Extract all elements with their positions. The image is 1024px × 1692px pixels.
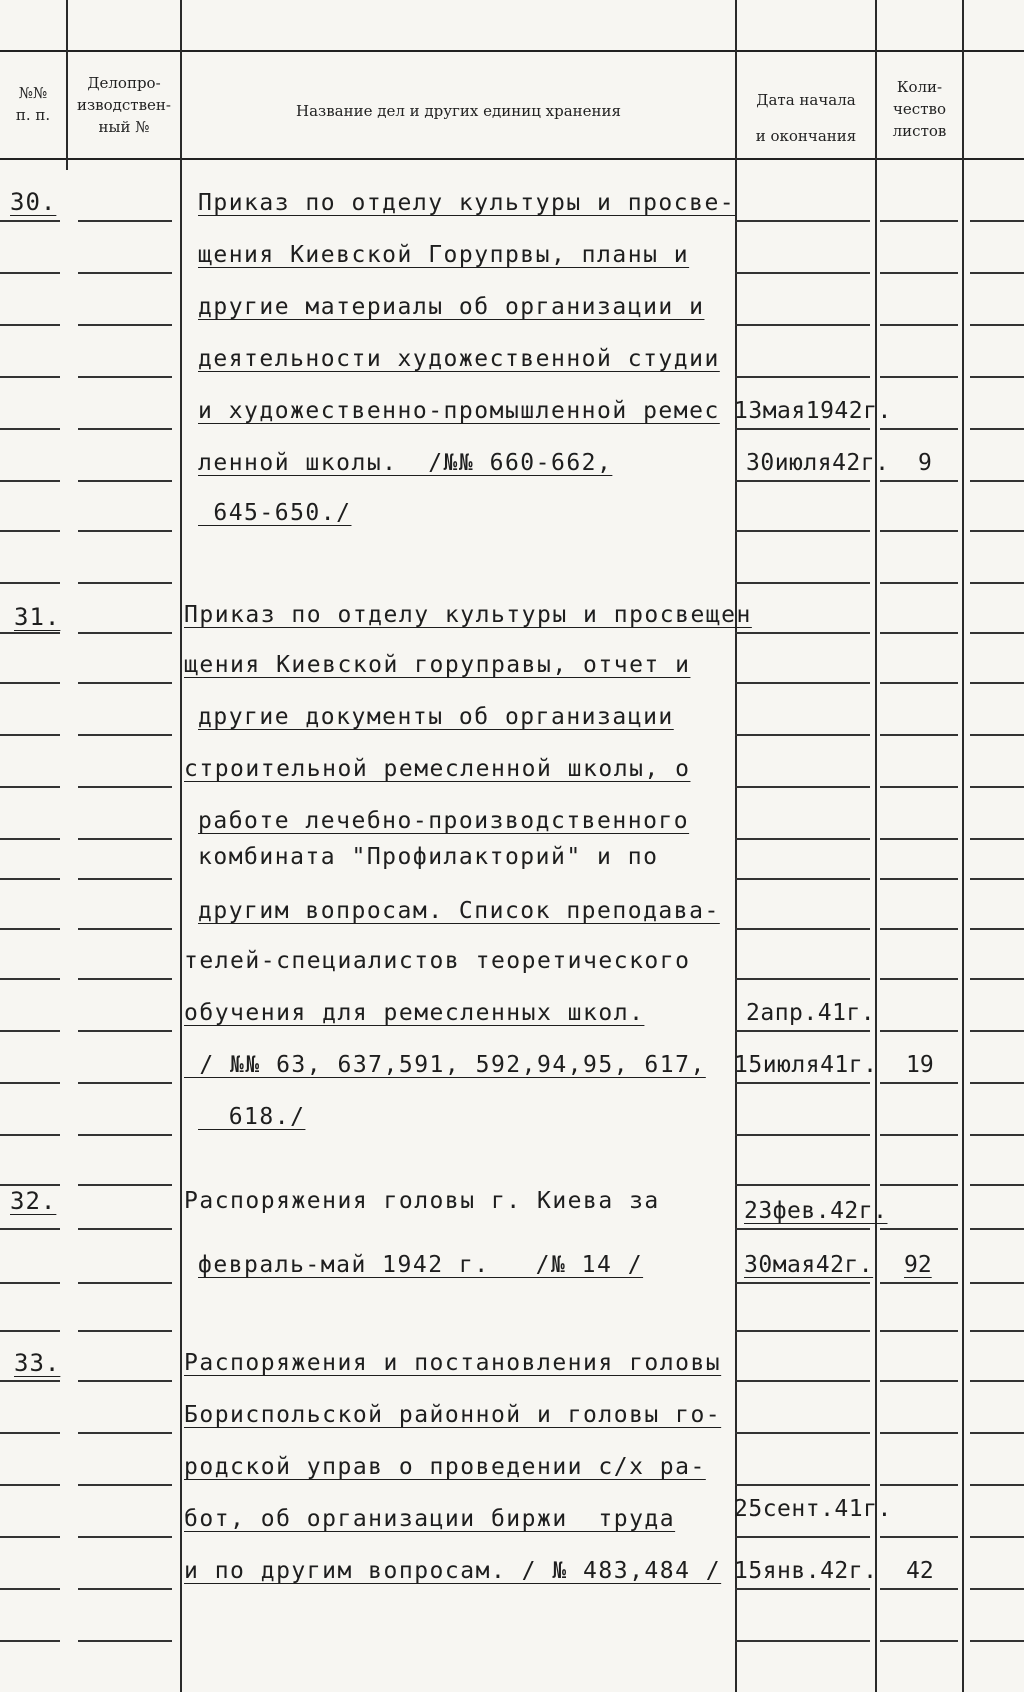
- ruled-line: [970, 1484, 1024, 1486]
- ruled-line: [78, 878, 172, 880]
- ruled-line: [0, 1588, 60, 1590]
- ruled-line: [735, 1030, 870, 1032]
- ruled-line: [970, 582, 1024, 584]
- ruled-line: [78, 428, 172, 430]
- ruled-line: [78, 682, 172, 684]
- ruled-line: [970, 1082, 1024, 1084]
- ruled-line: [970, 1380, 1024, 1382]
- ruled-line: [880, 272, 958, 274]
- ruled-line: [735, 324, 870, 326]
- entry-title-line: комбината "Профилакторий" и по: [198, 844, 659, 870]
- ruled-line: [0, 1432, 60, 1434]
- ruled-line: [880, 1640, 958, 1642]
- ruled-line: [735, 1380, 870, 1382]
- ruled-line: [78, 272, 172, 274]
- ruled-line: [880, 1588, 958, 1590]
- entry-title-line: Распоряжения и постановления головы: [184, 1350, 722, 1376]
- ruled-line: [78, 1432, 172, 1434]
- entry-sheet-count: 19: [906, 1052, 934, 1078]
- header-col-office-number: Делопро- изводствен- ный №: [77, 74, 171, 136]
- entry-title-line: Распоряжения головы г. Киева за: [184, 1188, 660, 1214]
- ruled-line: [735, 632, 870, 634]
- ruled-line: [0, 1484, 60, 1486]
- entry-date-end: 15июля41г.: [734, 1052, 878, 1078]
- entry-number: 33.: [14, 1349, 61, 1377]
- ruled-line: [880, 1030, 958, 1032]
- ruled-line: [0, 632, 60, 634]
- entry-date-end: 15янв.42г.: [734, 1558, 878, 1584]
- ruled-line: [735, 220, 870, 222]
- entry-number: 30.: [10, 188, 57, 216]
- entry-title-line: Приказ по отделу культуры и просвещен: [184, 602, 752, 628]
- ruled-line: [78, 1282, 172, 1284]
- ruled-line: [78, 1484, 172, 1486]
- entry-date-start: 2апр.41г.: [746, 1000, 876, 1026]
- entry-title-line: 618./: [198, 1104, 306, 1130]
- ruled-line: [78, 1330, 172, 1332]
- ruled-line: [0, 1082, 60, 1084]
- ruled-line: [0, 1380, 60, 1382]
- entry-title-line: другие документы об организации: [198, 704, 674, 730]
- ruled-line: [735, 1432, 870, 1434]
- entry-title-line: ленной школы. /№№ 660-662,: [198, 450, 613, 476]
- ruled-line: [880, 734, 958, 736]
- ruled-line: [970, 1640, 1024, 1642]
- ruled-line: [970, 1184, 1024, 1186]
- entry-date-end: 30мая42г.: [744, 1252, 874, 1278]
- ruled-line: [880, 632, 958, 634]
- ruled-line: [735, 734, 870, 736]
- ruled-line: [880, 1134, 958, 1136]
- ruled-line: [735, 1228, 870, 1230]
- ruled-line: [0, 878, 60, 880]
- ruled-line: [880, 1484, 958, 1486]
- entry-title-line: другие материалы об организации и: [198, 294, 705, 320]
- ruled-line: [970, 632, 1024, 634]
- header-col-sheets: Коли- чество листов: [892, 78, 947, 140]
- ruled-line: [0, 978, 60, 980]
- ruled-line: [880, 1536, 958, 1538]
- entry-title-line: телей-специалистов теоретического: [184, 948, 691, 974]
- entry-title-line: / №№ 63, 637,591, 592,94,95, 617,: [184, 1052, 706, 1078]
- ruled-line: [970, 838, 1024, 840]
- ruled-line: [0, 530, 60, 532]
- ruled-line: [78, 376, 172, 378]
- ruled-line: [0, 1640, 60, 1642]
- ruled-line: [880, 1432, 958, 1434]
- ruled-line: [0, 928, 60, 930]
- ruled-line: [880, 928, 958, 930]
- entry-title-line: щения Киевской горуправы, отчет и: [184, 652, 691, 678]
- header-col-number: №№ п. п.: [15, 84, 51, 124]
- ruled-line: [735, 928, 870, 930]
- ruled-line: [78, 1640, 172, 1642]
- ruled-line: [0, 682, 60, 684]
- ruled-line: [880, 530, 958, 532]
- ruled-line: [78, 928, 172, 930]
- column-rule-5: [962, 0, 964, 1692]
- ruled-line: [0, 1228, 60, 1230]
- ruled-line: [880, 786, 958, 788]
- ruled-line: [0, 838, 60, 840]
- entry-sheet-count: 42: [906, 1558, 934, 1584]
- ruled-line: [735, 1134, 870, 1136]
- ruled-line: [735, 582, 870, 584]
- entry-number: 32.: [10, 1187, 57, 1215]
- entry-date-start: 13мая1942г.: [734, 398, 892, 424]
- ruled-line: [970, 428, 1024, 430]
- ruled-line: [735, 428, 870, 430]
- column-rule-2: [180, 0, 182, 1692]
- header-col-title: Название дел и других единиц хранения: [295, 102, 621, 120]
- ruled-line: [970, 220, 1024, 222]
- header-bottom-rule: [0, 158, 1024, 160]
- ruled-line: [78, 1380, 172, 1382]
- ruled-line: [78, 1228, 172, 1230]
- entry-title-line: строительной ремесленной школы, о: [184, 756, 691, 782]
- ruled-line: [880, 1228, 958, 1230]
- ruled-line: [970, 1432, 1024, 1434]
- entry-title-line: щения Киевской Горупрвы, планы и: [198, 242, 690, 268]
- ruled-line: [0, 582, 60, 584]
- ruled-line: [880, 1082, 958, 1084]
- entry-date-start: 25сент.41г.: [734, 1496, 892, 1522]
- entry-title-line: февраль-май 1942 г. /№ 14 /: [198, 1252, 644, 1278]
- header-top-rule: [0, 50, 1024, 52]
- ruled-line: [735, 1588, 870, 1590]
- ruled-line: [0, 786, 60, 788]
- entry-title-line: родской управ о проведении с/х ра-: [184, 1454, 706, 1480]
- entry-title-line: другим вопросам. Список преподава-: [198, 898, 720, 924]
- ruled-line: [970, 1536, 1024, 1538]
- ruled-line: [735, 1330, 870, 1332]
- ruled-line: [970, 978, 1024, 980]
- ruled-line: [78, 1134, 172, 1136]
- ruled-line: [735, 838, 870, 840]
- entry-date-start: 23фев.42г.: [744, 1198, 888, 1224]
- ruled-line: [970, 682, 1024, 684]
- ruled-line: [735, 978, 870, 980]
- ruled-line: [78, 582, 172, 584]
- ruled-line: [880, 1330, 958, 1332]
- ruled-line: [970, 1330, 1024, 1332]
- ruled-line: [970, 1134, 1024, 1136]
- ruled-line: [970, 1030, 1024, 1032]
- entry-title-line: и художественно-промышленной ремес: [198, 398, 720, 424]
- ruled-line: [880, 682, 958, 684]
- ruled-line: [735, 1640, 870, 1642]
- ruled-line: [735, 480, 870, 482]
- ruled-line: [970, 324, 1024, 326]
- ruled-line: [0, 1330, 60, 1332]
- column-rule-4: [875, 0, 877, 1692]
- ruled-line: [0, 1030, 60, 1032]
- ruled-line: [0, 1184, 60, 1186]
- ruled-line: [735, 1536, 870, 1538]
- ruled-line: [880, 1282, 958, 1284]
- entry-sheet-count: 92: [904, 1252, 932, 1278]
- ruled-line: [970, 734, 1024, 736]
- ruled-line: [970, 878, 1024, 880]
- ruled-line: [78, 632, 172, 634]
- entry-title-line: и по другим вопросам. / № 483,484 /: [184, 1558, 722, 1584]
- ruled-line: [0, 734, 60, 736]
- header-col-dates: Дата начала и окончания: [755, 91, 857, 145]
- ruled-line: [735, 682, 870, 684]
- ruled-line: [880, 480, 958, 482]
- ruled-line: [970, 928, 1024, 930]
- ruled-line: [735, 1082, 870, 1084]
- ruled-line: [880, 1184, 958, 1186]
- ruled-line: [735, 1484, 870, 1486]
- ruled-line: [78, 978, 172, 980]
- ruled-line: [0, 1134, 60, 1136]
- entry-title-line: бот, об организации биржи труда: [184, 1506, 676, 1532]
- ruled-line: [880, 582, 958, 584]
- ruled-line: [78, 1030, 172, 1032]
- ruled-line: [78, 220, 172, 222]
- entry-title-line: обучения для ремесленных школ.: [184, 1000, 645, 1026]
- ruled-line: [880, 324, 958, 326]
- ruled-line: [735, 530, 870, 532]
- ruled-line: [735, 1282, 870, 1284]
- ruled-line: [78, 530, 172, 532]
- ruled-line: [0, 1536, 60, 1538]
- ruled-line: [78, 480, 172, 482]
- ruled-line: [735, 1184, 870, 1186]
- ruled-line: [970, 480, 1024, 482]
- ruled-line: [880, 878, 958, 880]
- ruled-line: [880, 220, 958, 222]
- ruled-line: [970, 786, 1024, 788]
- ruled-line: [880, 1380, 958, 1382]
- ruled-line: [78, 1082, 172, 1084]
- ruled-line: [970, 1588, 1024, 1590]
- entry-sheet-count: 9: [918, 450, 932, 476]
- ruled-line: [970, 1282, 1024, 1284]
- ruled-line: [735, 272, 870, 274]
- ruled-line: [880, 376, 958, 378]
- ruled-line: [0, 220, 60, 222]
- ruled-line: [0, 480, 60, 482]
- ruled-line: [0, 428, 60, 430]
- ruled-line: [880, 428, 958, 430]
- ruled-line: [78, 1588, 172, 1590]
- ruled-line: [78, 1184, 172, 1186]
- ruled-line: [78, 1536, 172, 1538]
- entry-title-line: Приказ по отделу культуры и просве-: [198, 190, 736, 216]
- entry-title-line: Бориспольской районной и головы го-: [184, 1402, 722, 1428]
- ruled-line: [78, 324, 172, 326]
- ruled-line: [0, 376, 60, 378]
- ruled-line: [78, 838, 172, 840]
- ruled-line: [735, 376, 870, 378]
- column-rule-3: [735, 0, 737, 1692]
- entry-title-line: работе лечебно-производственного: [198, 808, 690, 834]
- ruled-line: [0, 324, 60, 326]
- ruled-line: [970, 376, 1024, 378]
- entry-title-line: 645-650./: [198, 500, 352, 526]
- ruled-line: [970, 1228, 1024, 1230]
- ruled-line: [78, 734, 172, 736]
- ruled-line: [0, 1282, 60, 1284]
- ruled-line: [970, 272, 1024, 274]
- entry-date-end: 30июля42г.: [746, 450, 890, 476]
- ruled-line: [880, 978, 958, 980]
- entry-title-line: деятельности художественной студии: [198, 346, 720, 372]
- ruled-line: [0, 272, 60, 274]
- ruled-line: [735, 786, 870, 788]
- ruled-line: [880, 838, 958, 840]
- ruled-line: [78, 786, 172, 788]
- ruled-line: [735, 878, 870, 880]
- entry-number: 31.: [14, 603, 61, 631]
- ruled-line: [970, 530, 1024, 532]
